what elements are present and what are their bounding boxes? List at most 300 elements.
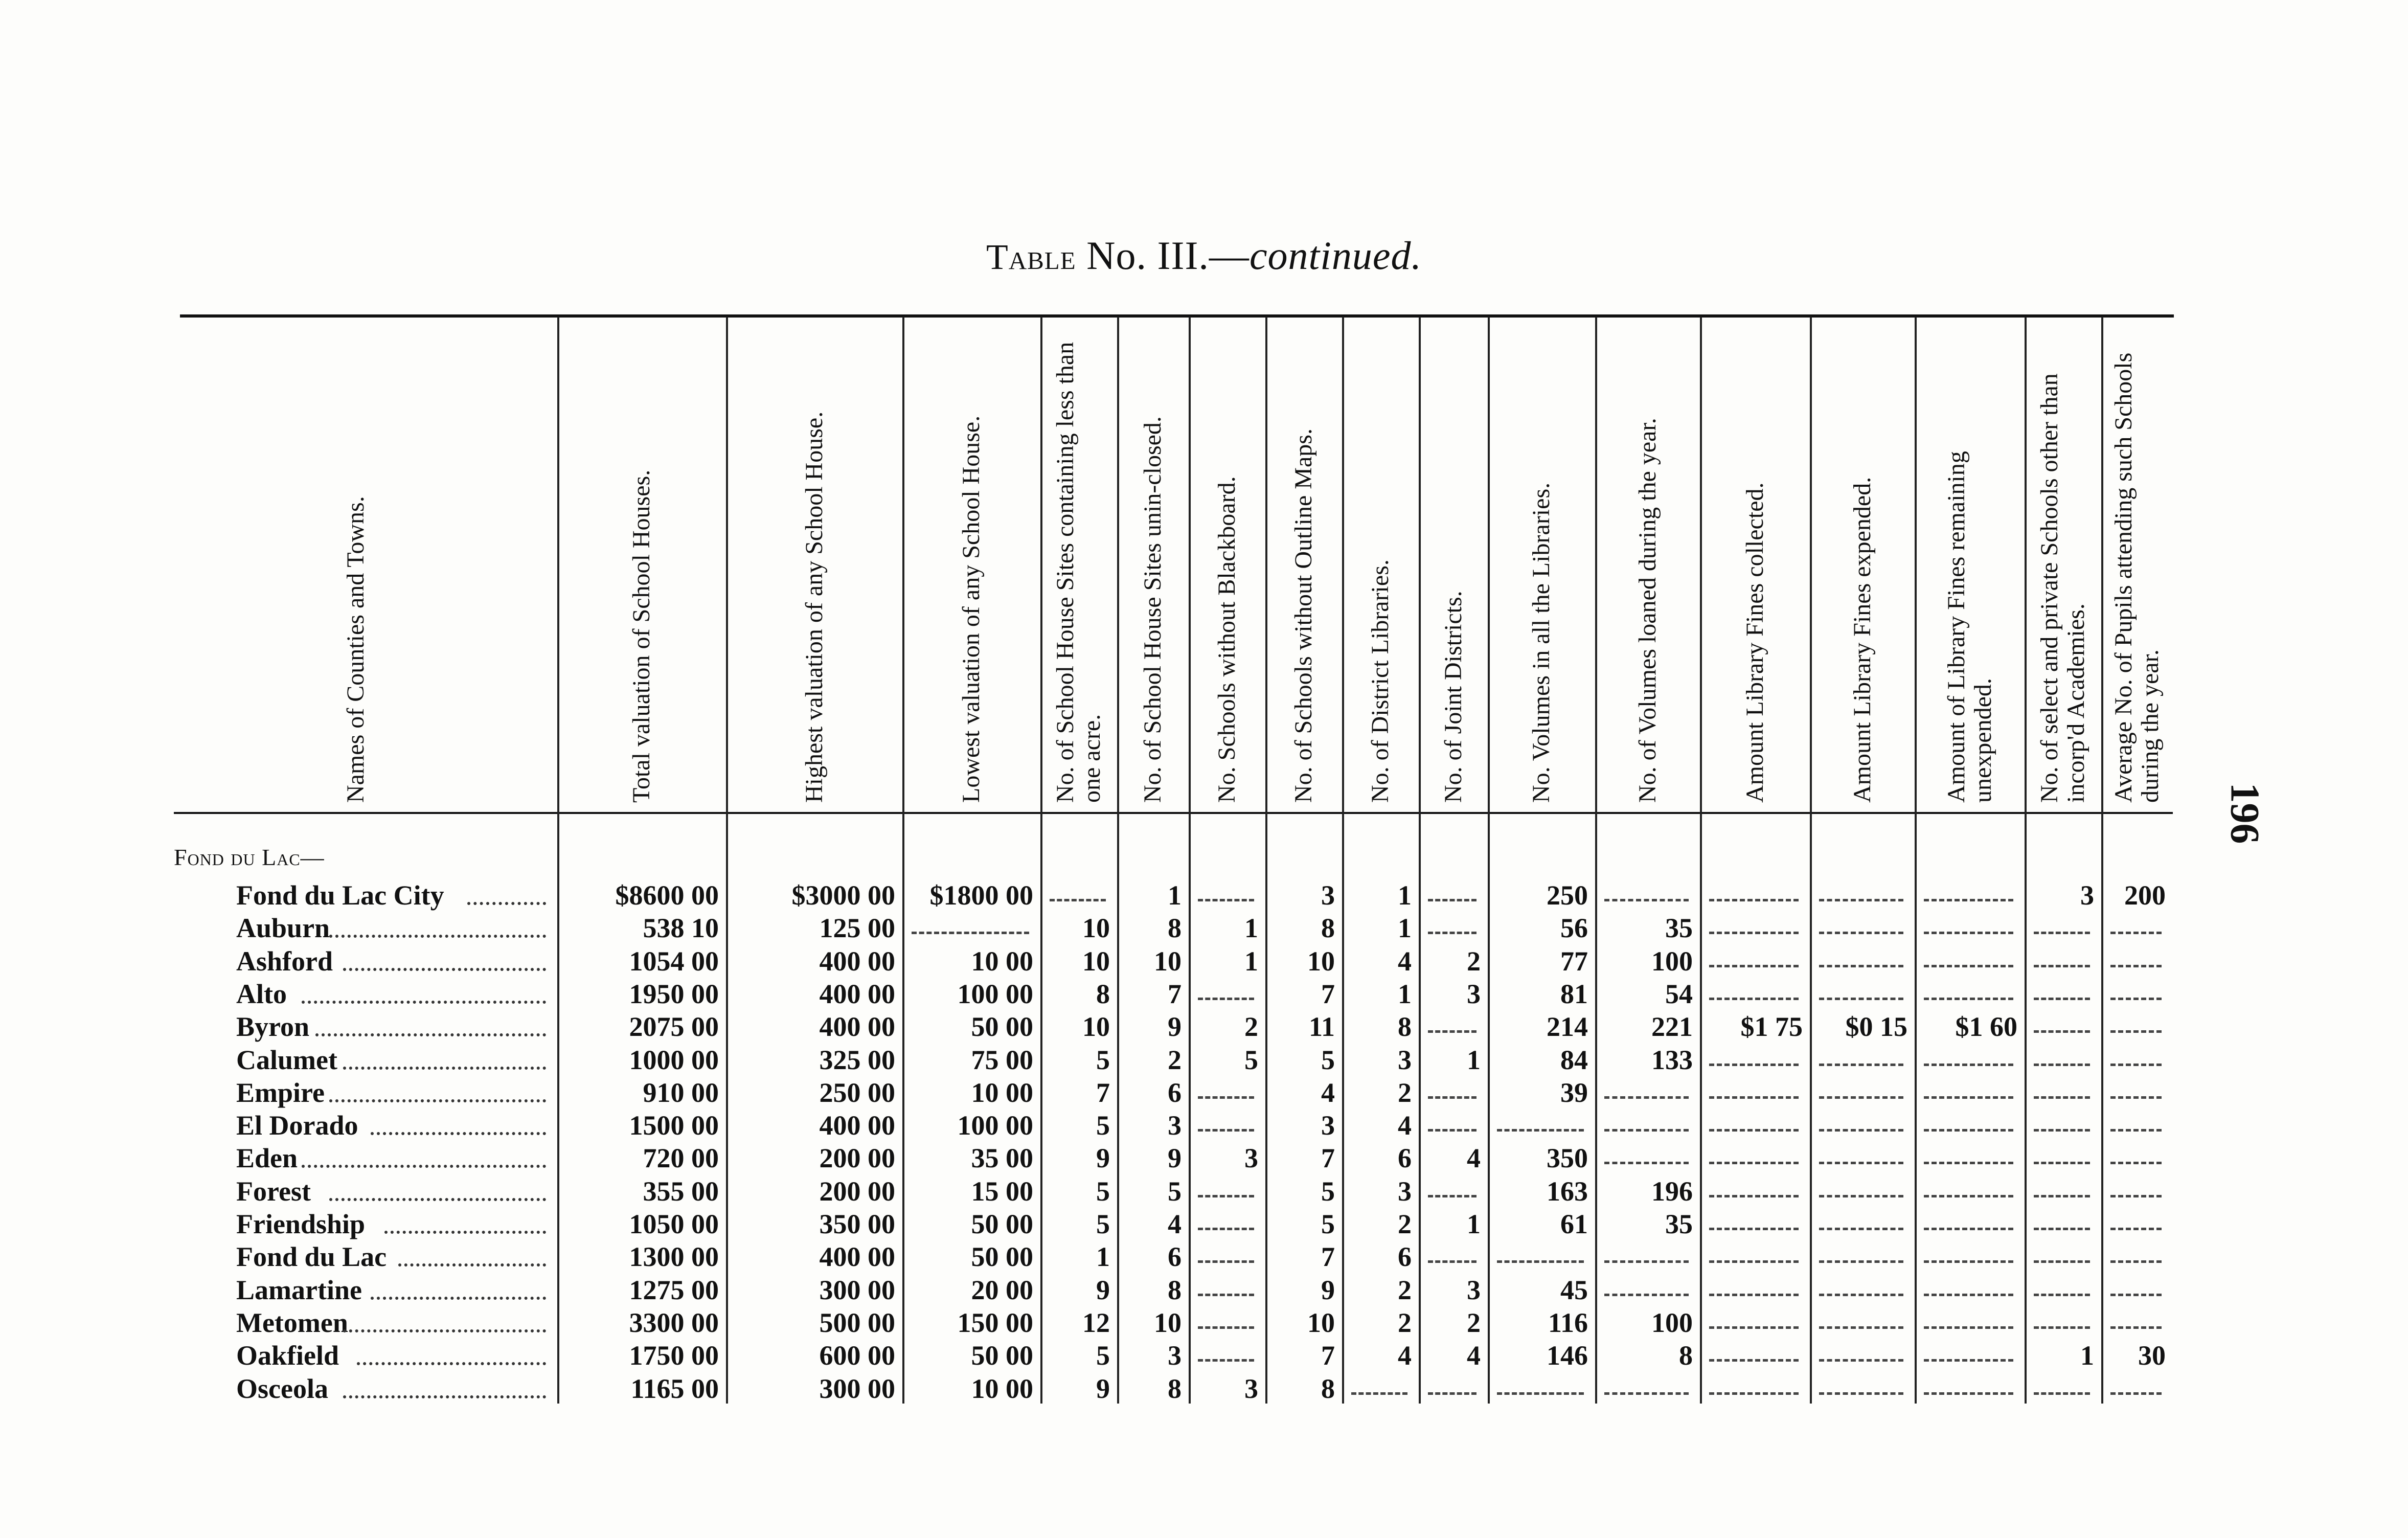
empty-cell-dash: [2110, 1096, 2162, 1099]
cell-total: 1275 00: [629, 1274, 719, 1305]
cell-volumes: 56: [1560, 913, 1588, 944]
column-header: Amount Library Fines expended.: [1848, 477, 1876, 803]
cell-lowest: 35 00: [971, 1143, 1033, 1174]
empty-cell-dash: [1709, 1162, 1799, 1164]
column-header: No. of School House Sites unin-closed.: [1139, 416, 1166, 803]
cell-district-libraries: 6: [1398, 1143, 1412, 1174]
cell-sites-lt-acre: 5: [1096, 1110, 1110, 1141]
cell-lowest: 50 00: [971, 1011, 1033, 1043]
cell-sites-unenclosed: 7: [1168, 978, 1182, 1009]
empty-cell-dash: [2034, 1162, 2090, 1164]
empty-cell-dash: [1819, 1096, 1903, 1099]
cell-district-libraries: 2: [1398, 1209, 1412, 1239]
cell-sites-unenclosed: 3: [1168, 1340, 1182, 1371]
cell-district-libraries: 1: [1398, 978, 1412, 1009]
empty-cell-dash: [1819, 1129, 1903, 1132]
cell-total: 538 10: [643, 913, 719, 944]
empty-cell-dash: [2110, 1392, 2162, 1395]
leader-dots: [371, 1132, 546, 1135]
table-row: [0, 1208, 2408, 1241]
empty-cell-dash: [1604, 1162, 1689, 1164]
table-title: [0, 233, 2408, 279]
cell-total: 355 00: [643, 1175, 719, 1207]
cell-joint-districts: 4: [1467, 1340, 1481, 1371]
cell-district-libraries: 4: [1398, 1340, 1412, 1371]
cell-sites-lt-acre: 9: [1096, 1274, 1110, 1305]
cell-no-maps: 4: [1321, 1077, 1335, 1108]
cell-volumes: 39: [1560, 1077, 1588, 1108]
cell-sites-lt-acre: 5: [1096, 1340, 1110, 1371]
empty-cell-dash: [1198, 1326, 1254, 1329]
empty-cell-dash: [2034, 1392, 2090, 1395]
empty-cell-dash: [1709, 1064, 1799, 1066]
column-header: No. of Volumes loaned during the year.: [1633, 418, 1661, 803]
empty-cell-dash: [1924, 1260, 2013, 1263]
cell-total: $8600 00: [615, 880, 719, 911]
column-header: Highest valuation of any School House.: [800, 411, 828, 803]
cell-lowest: 100 00: [957, 1110, 1033, 1141]
cell-loaned: 100: [1651, 945, 1693, 977]
cell-avg-pupils: 200: [2124, 880, 2166, 911]
empty-cell-dash: [1924, 965, 2013, 967]
cell-lowest: 75 00: [971, 1044, 1033, 1075]
empty-cell-dash: [1604, 1392, 1689, 1395]
table-row: [0, 912, 2408, 945]
column-header: Lowest valuation of any School House.: [958, 415, 985, 803]
empty-cell-dash: [1924, 1096, 2013, 1099]
empty-cell-dash: [1198, 1359, 1254, 1362]
cell-total: 1500 00: [629, 1110, 719, 1141]
empty-cell-dash: [1924, 1392, 2013, 1395]
empty-cell-dash: [1428, 1392, 1476, 1395]
cell-total: 720 00: [643, 1143, 719, 1174]
empty-cell-dash: [912, 932, 1029, 934]
cell-fines-unexpended: $1 60: [1955, 1011, 2017, 1043]
cell-highest: 600 00: [819, 1340, 895, 1371]
empty-cell-dash: [1924, 1228, 2013, 1230]
empty-cell-dash: [2110, 1030, 2162, 1033]
empty-cell-dash: [1709, 899, 1799, 901]
empty-cell-dash: [1924, 1129, 2013, 1132]
column-header: No. Schools without Blackboard.: [1213, 476, 1240, 803]
cell-loaned: 133: [1651, 1044, 1693, 1075]
cell-loaned: 8: [1679, 1340, 1693, 1371]
cell-volumes: 250: [1547, 880, 1588, 911]
empty-cell-dash: [1819, 932, 1903, 934]
column-header: No. of Schools without Outline Maps.: [1290, 428, 1317, 803]
cell-lowest: 100 00: [957, 978, 1033, 1009]
cell-lowest: 50 00: [971, 1209, 1033, 1239]
empty-cell-dash: [1819, 1326, 1903, 1329]
column-header: Names of Counties and Towns.: [342, 496, 369, 803]
cell-sites-unenclosed: 9: [1168, 1143, 1182, 1174]
town-name: Metomen: [236, 1307, 348, 1338]
table-row: [0, 1307, 2408, 1340]
cell-volumes: 214: [1547, 1011, 1588, 1043]
cell-fines-expended: $0 15: [1845, 1011, 1907, 1043]
cell-total: 1050 00: [629, 1209, 719, 1239]
cell-volumes: 81: [1560, 978, 1588, 1009]
empty-cell-dash: [1428, 1096, 1476, 1099]
cell-lowest: 10 00: [971, 1373, 1033, 1404]
empty-cell-dash: [1428, 1030, 1476, 1033]
empty-cell-dash: [1198, 1195, 1254, 1197]
cell-total: 1950 00: [629, 978, 719, 1009]
cell-no-maps: 9: [1321, 1274, 1335, 1305]
cell-district-libraries: 2: [1398, 1077, 1412, 1108]
cell-volumes: 116: [1548, 1307, 1588, 1338]
empty-cell-dash: [2110, 965, 2162, 967]
leader-dots: [329, 1198, 546, 1201]
cell-no-maps: 10: [1307, 945, 1335, 977]
cell-highest: 125 00: [819, 913, 895, 944]
empty-cell-dash: [1351, 1392, 1407, 1395]
cell-volumes: 146: [1547, 1340, 1588, 1371]
empty-cell-dash: [2034, 1228, 2090, 1230]
cell-no-blackboard: 3: [1244, 1373, 1258, 1404]
table-title-suffix: continued.: [1249, 233, 1422, 278]
cell-highest: 400 00: [819, 945, 895, 977]
cell-no-blackboard: 5: [1244, 1044, 1258, 1075]
empty-cell-dash: [1819, 1359, 1903, 1362]
cell-lowest: 10 00: [971, 945, 1033, 977]
leader-dots: [343, 1395, 546, 1398]
empty-cell-dash: [1497, 1129, 1584, 1132]
empty-cell-dash: [2110, 1326, 2162, 1329]
cell-highest: 400 00: [819, 978, 895, 1009]
cell-sites-lt-acre: 8: [1096, 978, 1110, 1009]
empty-cell-dash: [1428, 1195, 1476, 1197]
table-row: [0, 1175, 2408, 1208]
empty-cell-dash: [1198, 899, 1254, 901]
empty-cell-dash: [1924, 1326, 2013, 1329]
cell-district-libraries: 3: [1398, 1175, 1412, 1207]
town-name: Calumet: [236, 1044, 337, 1075]
cell-district-libraries: 4: [1398, 945, 1412, 977]
empty-cell-dash: [1709, 965, 1799, 967]
empty-cell-dash: [2034, 932, 2090, 934]
empty-cell-dash: [1924, 1162, 2013, 1164]
column-header: Total valuation of School Houses.: [628, 469, 655, 803]
empty-cell-dash: [1497, 1392, 1584, 1395]
cell-loaned: 100: [1651, 1307, 1693, 1338]
cell-highest: 325 00: [819, 1044, 895, 1075]
empty-cell-dash: [1819, 1294, 1903, 1296]
cell-loaned: 196: [1651, 1175, 1693, 1207]
empty-cell-dash: [1198, 1129, 1254, 1132]
empty-cell-dash: [1709, 1096, 1799, 1099]
cell-no-maps: 7: [1321, 1143, 1335, 1174]
town-name: Fond du Lac City: [236, 880, 444, 911]
empty-cell-dash: [2110, 1129, 2162, 1132]
cell-total: 2075 00: [629, 1011, 719, 1043]
cell-sites-lt-acre: 12: [1082, 1307, 1110, 1338]
empty-cell-dash: [1924, 1064, 2013, 1066]
cell-volumes: 61: [1560, 1209, 1588, 1239]
page-number: 196: [2222, 782, 2267, 844]
empty-cell-dash: [1709, 1195, 1799, 1197]
cell-sites-unenclosed: 9: [1168, 1011, 1182, 1043]
cell-sites-lt-acre: 1: [1096, 1241, 1110, 1273]
cell-joint-districts: 3: [1467, 978, 1481, 1009]
empty-cell-dash: [1819, 1162, 1903, 1164]
cell-loaned: 221: [1651, 1011, 1693, 1043]
cell-highest: 300 00: [819, 1274, 895, 1305]
cell-total: 1054 00: [629, 945, 719, 977]
cell-highest: 400 00: [819, 1241, 895, 1273]
empty-cell-dash: [1428, 1129, 1476, 1132]
empty-cell-dash: [1497, 1260, 1584, 1263]
table-row: [0, 978, 2408, 1011]
cell-district-libraries: 1: [1398, 880, 1412, 911]
cell-private-schools: 1: [2080, 1340, 2094, 1371]
cell-no-maps: 8: [1321, 1373, 1335, 1404]
cell-volumes: 84: [1560, 1044, 1588, 1075]
cell-district-libraries: 1: [1398, 913, 1412, 944]
table-row: [0, 1274, 2408, 1307]
leader-dots: [384, 1231, 546, 1234]
cell-district-libraries: 6: [1398, 1241, 1412, 1273]
cell-highest: 400 00: [819, 1011, 895, 1043]
cell-sites-unenclosed: 3: [1168, 1110, 1182, 1141]
empty-cell-dash: [2110, 1195, 2162, 1197]
cell-total: 1750 00: [629, 1340, 719, 1371]
leader-dots: [371, 1297, 546, 1300]
cell-highest: 500 00: [819, 1307, 895, 1338]
empty-cell-dash: [2110, 998, 2162, 1000]
cell-sites-unenclosed: 6: [1168, 1241, 1182, 1273]
cell-sites-unenclosed: 8: [1168, 1274, 1182, 1305]
empty-cell-dash: [1924, 932, 2013, 934]
cell-volumes: 163: [1547, 1175, 1588, 1207]
empty-cell-dash: [1924, 998, 2013, 1000]
empty-cell-dash: [2034, 1294, 2090, 1296]
cell-lowest: 150 00: [957, 1307, 1033, 1338]
empty-cell-dash: [2110, 1064, 2162, 1066]
cell-highest: 200 00: [819, 1175, 895, 1207]
empty-cell-dash: [2110, 1260, 2162, 1263]
column-header: No. Volumes in all the Libraries.: [1528, 482, 1555, 803]
empty-cell-dash: [2034, 1195, 2090, 1197]
cell-joint-districts: 2: [1467, 945, 1481, 977]
cell-no-maps: 10: [1307, 1307, 1335, 1338]
header-bottom-rule: [174, 812, 2173, 814]
leader-dots: [302, 1165, 546, 1168]
empty-cell-dash: [1709, 1392, 1799, 1395]
empty-cell-dash: [2034, 965, 2090, 967]
empty-cell-dash: [1924, 1294, 2013, 1296]
town-name: Byron: [236, 1011, 310, 1043]
empty-cell-dash: [1924, 1195, 2013, 1197]
empty-cell-dash: [1428, 899, 1476, 901]
cell-no-maps: 7: [1321, 1340, 1335, 1371]
cell-sites-unenclosed: 8: [1168, 1373, 1182, 1404]
town-name: Eden: [236, 1143, 298, 1174]
cell-lowest: $1800 00: [929, 880, 1033, 911]
empty-cell-dash: [1050, 899, 1106, 901]
column-header: No. of School House Sites containing less than one acre.: [1052, 342, 1105, 803]
cell-lowest: 10 00: [971, 1077, 1033, 1108]
empty-cell-dash: [1709, 1129, 1799, 1132]
county-heading: Fond du Lac—: [174, 844, 325, 870]
empty-cell-dash: [1604, 899, 1689, 901]
empty-cell-dash: [1198, 1260, 1254, 1263]
cell-no-maps: 3: [1321, 880, 1335, 911]
empty-cell-dash: [1819, 1195, 1903, 1197]
cell-no-maps: 7: [1321, 978, 1335, 1009]
cell-total: 1165 00: [630, 1373, 719, 1404]
cell-district-libraries: 3: [1398, 1044, 1412, 1075]
cell-sites-lt-acre: 5: [1096, 1175, 1110, 1207]
leader-dots: [398, 1263, 546, 1266]
table-row: [0, 879, 2408, 912]
table-row: [0, 1340, 2408, 1372]
cell-sites-unenclosed: 2: [1168, 1044, 1182, 1075]
leader-dots: [329, 935, 546, 938]
cell-total: 1000 00: [629, 1044, 719, 1075]
cell-sites-lt-acre: 9: [1096, 1373, 1110, 1404]
town-name: El Dorado: [236, 1110, 358, 1141]
cell-volumes: 45: [1560, 1274, 1588, 1305]
cell-avg-pupils: 30: [2138, 1340, 2166, 1371]
empty-cell-dash: [1819, 1228, 1903, 1230]
empty-cell-dash: [1428, 932, 1476, 934]
empty-cell-dash: [1604, 1260, 1689, 1263]
cell-no-blackboard: 3: [1244, 1143, 1258, 1174]
cell-joint-districts: 1: [1467, 1209, 1481, 1239]
town-name: Alto: [236, 978, 287, 1009]
cell-highest: 300 00: [819, 1373, 895, 1404]
table-row: [0, 1110, 2408, 1142]
cell-no-maps: 8: [1321, 913, 1335, 944]
cell-highest: 200 00: [819, 1143, 895, 1174]
table-title-main: No. III.—: [1076, 233, 1250, 278]
column-header: Average No. of Pupils attending such Schools during the year.: [2110, 352, 2164, 803]
cell-loaned: 35: [1665, 913, 1693, 944]
empty-cell-dash: [1428, 1260, 1476, 1263]
cell-joint-districts: 3: [1467, 1274, 1481, 1305]
empty-cell-dash: [2110, 1162, 2162, 1164]
cell-sites-unenclosed: 10: [1154, 945, 1182, 977]
cell-fines-collected: $1 75: [1740, 1011, 1803, 1043]
cell-sites-unenclosed: 10: [1154, 1307, 1182, 1338]
empty-cell-dash: [2034, 1326, 2090, 1329]
cell-loaned: 35: [1665, 1209, 1693, 1239]
empty-cell-dash: [1924, 1359, 2013, 1362]
empty-cell-dash: [1709, 932, 1799, 934]
top-rule: [180, 314, 2174, 318]
table-row: [0, 945, 2408, 978]
empty-cell-dash: [1819, 1064, 1903, 1066]
column-header: No. of select and private Schools other than incorp'd Academies.: [2036, 373, 2089, 803]
cell-sites-lt-acre: 9: [1096, 1143, 1110, 1174]
empty-cell-dash: [1819, 1260, 1903, 1263]
cell-joint-districts: 1: [1467, 1044, 1481, 1075]
column-header: No. of District Libraries.: [1367, 559, 1394, 803]
town-name: Friendship: [236, 1209, 366, 1239]
empty-cell-dash: [2034, 1030, 2090, 1033]
cell-volumes: 350: [1547, 1143, 1588, 1174]
empty-cell-dash: [1709, 998, 1799, 1000]
cell-lowest: 50 00: [971, 1340, 1033, 1371]
leader-dots: [343, 968, 546, 971]
cell-no-maps: 7: [1321, 1241, 1335, 1273]
cell-sites-unenclosed: 5: [1168, 1175, 1182, 1207]
cell-sites-unenclosed: 8: [1168, 913, 1182, 944]
leader-dots: [343, 1329, 546, 1332]
empty-cell-dash: [2034, 1129, 2090, 1132]
empty-cell-dash: [1709, 1294, 1799, 1296]
cell-no-maps: 3: [1321, 1110, 1335, 1141]
cell-private-schools: 3: [2080, 880, 2094, 911]
cell-highest: 350 00: [819, 1209, 895, 1239]
town-name: Empire: [236, 1077, 325, 1108]
empty-cell-dash: [2110, 1294, 2162, 1296]
town-name: Oakfield: [236, 1340, 339, 1371]
cell-sites-lt-acre: 5: [1096, 1209, 1110, 1239]
table-title-prefix: Table: [986, 238, 1076, 277]
leader-dots: [315, 1033, 546, 1036]
leader-dots: [357, 1362, 546, 1365]
empty-cell-dash: [1198, 1294, 1254, 1296]
table-row: [0, 1044, 2408, 1077]
column-header: Amount of Library Fines remaining unexpended.: [1942, 451, 1996, 803]
cell-no-blackboard: 1: [1244, 945, 1258, 977]
cell-lowest: 50 00: [971, 1241, 1033, 1273]
empty-cell-dash: [1604, 1096, 1689, 1099]
cell-joint-districts: 2: [1467, 1307, 1481, 1338]
empty-cell-dash: [1198, 998, 1254, 1000]
cell-sites-lt-acre: 10: [1082, 945, 1110, 977]
cell-sites-unenclosed: 1: [1168, 880, 1182, 911]
town-name: Lamartine: [236, 1274, 362, 1305]
leader-dots: [343, 1067, 546, 1070]
table-row: [0, 1011, 2408, 1044]
empty-cell-dash: [2110, 1228, 2162, 1230]
empty-cell-dash: [2110, 932, 2162, 934]
town-name: Fond du Lac: [236, 1241, 387, 1273]
cell-sites-lt-acre: 7: [1096, 1077, 1110, 1108]
cell-no-maps: 11: [1308, 1011, 1335, 1043]
cell-sites-unenclosed: 6: [1168, 1077, 1182, 1108]
table-row: [0, 1077, 2408, 1110]
cell-highest: $3000 00: [791, 880, 895, 911]
cell-lowest: 15 00: [971, 1175, 1033, 1207]
cell-no-maps: 5: [1321, 1044, 1335, 1075]
cell-joint-districts: 4: [1467, 1143, 1481, 1174]
empty-cell-dash: [1198, 1228, 1254, 1230]
town-name: Auburn: [236, 913, 330, 944]
cell-no-maps: 5: [1321, 1175, 1335, 1207]
empty-cell-dash: [1924, 899, 2013, 901]
empty-cell-dash: [1198, 1096, 1254, 1099]
table-row: [0, 1142, 2408, 1175]
town-name: Ashford: [236, 945, 333, 977]
cell-total: 3300 00: [629, 1307, 719, 1338]
cell-total: 910 00: [643, 1077, 719, 1108]
leader-dots: [467, 902, 546, 905]
leader-dots: [329, 1099, 546, 1102]
empty-cell-dash: [1819, 965, 1903, 967]
cell-no-blackboard: 1: [1244, 913, 1258, 944]
empty-cell-dash: [1819, 1392, 1903, 1395]
cell-sites-lt-acre: 10: [1082, 1011, 1110, 1043]
cell-volumes: 77: [1560, 945, 1588, 977]
empty-cell-dash: [2034, 998, 2090, 1000]
empty-cell-dash: [1709, 1228, 1799, 1230]
cell-no-maps: 5: [1321, 1209, 1335, 1239]
cell-highest: 250 00: [819, 1077, 895, 1108]
